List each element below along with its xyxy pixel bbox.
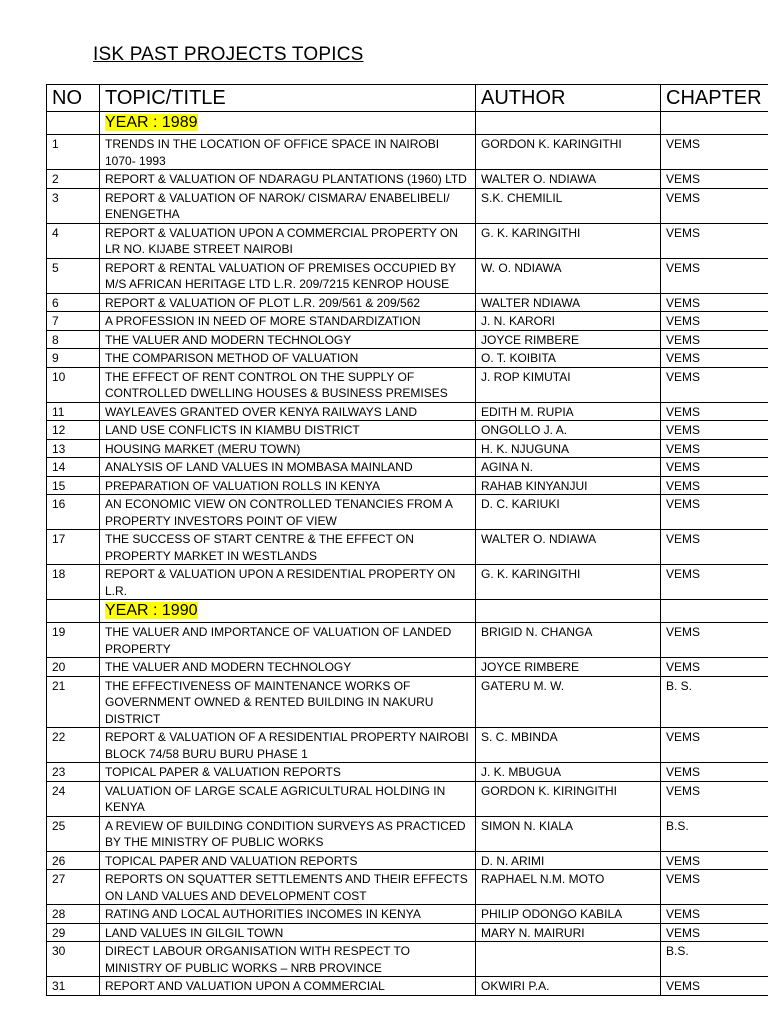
- year-label: YEAR : 1990: [105, 602, 198, 619]
- cell-author: SIMON N. KIALA: [476, 816, 661, 851]
- cell-author: [476, 942, 661, 977]
- cell-chapter: VEMS: [661, 565, 768, 600]
- cell-chapter: B.S.: [661, 942, 768, 977]
- cell-topic: HOUSING MARKET (MERU TOWN): [100, 439, 476, 458]
- cell-author: ONGOLLO J. A.: [476, 421, 661, 440]
- table-row: [47, 367, 768, 402]
- cell-no: 21: [47, 676, 100, 728]
- header-author: AUTHOR: [476, 85, 661, 112]
- cell-author: AGINA N.: [476, 458, 661, 477]
- table-row: [47, 402, 768, 421]
- cell-author: J. K. MBUGUA: [476, 763, 661, 782]
- cell-author: GORDON K. KARINGITHI: [476, 135, 661, 170]
- cell-topic: REPORT & VALUATION UPON A COMMERCIAL PROPERTY ON LR NO. KIJABE STREET NAIROBI: [100, 223, 476, 258]
- cell-no: 6: [47, 293, 100, 312]
- table-row: [47, 977, 768, 996]
- cell-chapter: VEMS: [661, 623, 768, 658]
- cell-chapter: B.S.: [661, 816, 768, 851]
- cell-topic: TRENDS IN THE LOCATION OF OFFICE SPACE IN NAIROBI 1070- 1993: [100, 135, 476, 170]
- cell-no: 10: [47, 367, 100, 402]
- cell-chapter: VEMS: [661, 293, 768, 312]
- table-row: [47, 421, 768, 440]
- cell-topic: REPORT & VALUATION OF A RESIDENTIAL PROPERTY NAIROBI BLOCK 74/58 BURU BURU PHASE 1: [100, 728, 476, 763]
- cell-topic: REPORT & VALUATION OF NDARAGU PLANTATIONS (1960) LTD: [100, 170, 476, 189]
- cell-chapter: VEMS: [661, 421, 768, 440]
- table-row: [47, 258, 768, 293]
- cell-chapter: VEMS: [661, 728, 768, 763]
- cell-no: 14: [47, 458, 100, 477]
- cell-author: O. T. KOIBITA: [476, 349, 661, 368]
- cell-no: 30: [47, 942, 100, 977]
- table-row: [47, 135, 768, 170]
- cell-no: 26: [47, 851, 100, 870]
- cell-author: G. K. KARINGITHI: [476, 223, 661, 258]
- cell-author: JOYCE RIMBERE: [476, 330, 661, 349]
- cell-topic: REPORT & VALUATION OF NAROK/ CISMARA/ ENABELIBELI/ ENENGETHA: [100, 188, 476, 223]
- cell-author: RAPHAEL N.M. MOTO: [476, 870, 661, 905]
- table-row: [47, 923, 768, 942]
- cell-chapter: VEMS: [661, 330, 768, 349]
- table-row: [47, 458, 768, 477]
- cell-chapter: VEMS: [661, 851, 768, 870]
- cell-topic: WAYLEAVES GRANTED OVER KENYA RAILWAYS LAND: [100, 402, 476, 421]
- year-cell: [100, 112, 476, 135]
- cell-chapter: VEMS: [661, 188, 768, 223]
- cell-topic: THE COMPARISON METHOD OF VALUATION: [100, 349, 476, 368]
- cell-author: EDITH M. RUPIA: [476, 402, 661, 421]
- cell-topic: REPORT & RENTAL VALUATION OF PREMISES OCCUPIED BY M/S AFRICAN HERITAGE LTD L.R. 209/7215 KENROP HOUSE: [100, 258, 476, 293]
- cell-chapter: VEMS: [661, 349, 768, 368]
- cell-author: S. C. MBINDA: [476, 728, 661, 763]
- cell-no: 17: [47, 530, 100, 565]
- year-cell: [100, 600, 476, 623]
- cell-no: 7: [47, 312, 100, 331]
- cell-chapter: VEMS: [661, 458, 768, 477]
- cell-no: 18: [47, 565, 100, 600]
- cell-author: BRIGID N. CHANGA: [476, 623, 661, 658]
- cell-topic: THE EFFECTIVENESS OF MAINTENANCE WORKS OF GOVERNMENT OWNED & RENTED BUILDING IN NAKURU DISTRICT: [100, 676, 476, 728]
- table-row: [47, 530, 768, 565]
- cell-topic: REPORT AND VALUATION UPON A COMMERCIAL: [100, 977, 476, 996]
- cell-no: 16: [47, 495, 100, 530]
- table-row: [47, 851, 768, 870]
- cell-topic: A PROFESSION IN NEED OF MORE STANDARDIZATION: [100, 312, 476, 331]
- cell-no: 23: [47, 763, 100, 782]
- cell-topic: THE VALUER AND MODERN TECHNOLOGY: [100, 330, 476, 349]
- cell-topic: A REVIEW OF BUILDING CONDITION SURVEYS AS PRACTICED BY THE MINISTRY OF PUBLIC WORKS: [100, 816, 476, 851]
- table-row: [47, 658, 768, 677]
- cell-chapter: VEMS: [661, 402, 768, 421]
- table-row: [47, 349, 768, 368]
- cell-no: 24: [47, 781, 100, 816]
- table-row: [47, 188, 768, 223]
- cell-author: J. N. KARORI: [476, 312, 661, 331]
- year-no-cell: [47, 112, 100, 135]
- cell-topic: VALUATION OF LARGE SCALE AGRICULTURAL HOLDING IN KENYA: [100, 781, 476, 816]
- cell-no: 19: [47, 623, 100, 658]
- cell-no: 2: [47, 170, 100, 189]
- table-row: [47, 676, 768, 728]
- cell-topic: THE EFFECT OF RENT CONTROL ON THE SUPPLY OF CONTROLLED DWELLING HOUSES & BUSINESS PREMISES: [100, 367, 476, 402]
- cell-topic: PREPARATION OF VALUATION ROLLS IN KENYA: [100, 476, 476, 495]
- cell-topic: REPORT & VALUATION UPON A RESIDENTIAL PROPERTY ON L.R.: [100, 565, 476, 600]
- cell-topic: RATING AND LOCAL AUTHORITIES INCOMES IN KENYA: [100, 905, 476, 924]
- cell-author: MARY N. MAIRURI: [476, 923, 661, 942]
- cell-no: 22: [47, 728, 100, 763]
- cell-author: D. N. ARIMI: [476, 851, 661, 870]
- table-row: [47, 476, 768, 495]
- year-chapter-cell: [661, 112, 768, 135]
- cell-chapter: VEMS: [661, 258, 768, 293]
- cell-no: 25: [47, 816, 100, 851]
- cell-no: 27: [47, 870, 100, 905]
- table-row: [47, 905, 768, 924]
- cell-chapter: VEMS: [661, 530, 768, 565]
- cell-topic: DIRECT LABOUR ORGANISATION WITH RESPECT TO MINISTRY OF PUBLIC WORKS – NRB PROVINCE: [100, 942, 476, 977]
- cell-author: WALTER O. NDIAWA: [476, 530, 661, 565]
- year-author-cell: [476, 600, 661, 623]
- table-row: [47, 728, 768, 763]
- cell-no: 9: [47, 349, 100, 368]
- year-chapter-cell: [661, 600, 768, 623]
- cell-topic: TOPICAL PAPER AND VALUATION REPORTS: [100, 851, 476, 870]
- table-row: [47, 330, 768, 349]
- cell-topic: THE VALUER AND IMPORTANCE OF VALUATION OF LANDED PROPERTY: [100, 623, 476, 658]
- header-topic: TOPIC/TITLE: [100, 85, 476, 112]
- table-row: [47, 312, 768, 331]
- header-row: [47, 85, 768, 112]
- cell-chapter: VEMS: [661, 495, 768, 530]
- cell-chapter: VEMS: [661, 367, 768, 402]
- cell-topic: TOPICAL PAPER & VALUATION REPORTS: [100, 763, 476, 782]
- cell-no: 28: [47, 905, 100, 924]
- table-row: [47, 495, 768, 530]
- cell-chapter: B. S.: [661, 676, 768, 728]
- cell-no: 1: [47, 135, 100, 170]
- cell-author: J. ROP KIMUTAI: [476, 367, 661, 402]
- cell-no: 29: [47, 923, 100, 942]
- cell-author: W. O. NDIAWA: [476, 258, 661, 293]
- year-label: YEAR : 1989: [105, 114, 198, 131]
- table-row: [47, 763, 768, 782]
- cell-topic: LAND USE CONFLICTS IN KIAMBU DISTRICT: [100, 421, 476, 440]
- cell-chapter: VEMS: [661, 763, 768, 782]
- cell-author: H. K. NJUGUNA: [476, 439, 661, 458]
- table-row: [47, 565, 768, 600]
- cell-chapter: VEMS: [661, 170, 768, 189]
- cell-no: 8: [47, 330, 100, 349]
- cell-chapter: VEMS: [661, 781, 768, 816]
- cell-chapter: VEMS: [661, 658, 768, 677]
- cell-author: D. C. KARIUKI: [476, 495, 661, 530]
- cell-topic: THE SUCCESS OF START CENTRE & THE EFFECT ON PROPERTY MARKET IN WESTLANDS: [100, 530, 476, 565]
- cell-chapter: VEMS: [661, 476, 768, 495]
- cell-topic: ANALYSIS OF LAND VALUES IN MOMBASA MAINLAND: [100, 458, 476, 477]
- year-no-cell: [47, 600, 100, 623]
- year-row: [47, 600, 768, 623]
- cell-no: 31: [47, 977, 100, 996]
- cell-no: 12: [47, 421, 100, 440]
- cell-topic: THE VALUER AND MODERN TECHNOLOGY: [100, 658, 476, 677]
- cell-topic: LAND VALUES IN GILGIL TOWN: [100, 923, 476, 942]
- cell-chapter: VEMS: [661, 312, 768, 331]
- page-title: ISK PAST PROJECTS TOPICS: [93, 44, 364, 65]
- cell-topic: REPORT & VALUATION OF PLOT L.R. 209/561 & 209/562: [100, 293, 476, 312]
- cell-topic: AN ECONOMIC VIEW ON CONTROLLED TENANCIES FROM A PROPERTY INVESTORS POINT OF VIEW: [100, 495, 476, 530]
- cell-chapter: VEMS: [661, 870, 768, 905]
- table-row: [47, 223, 768, 258]
- header-no: NO: [47, 85, 100, 112]
- table-row: [47, 170, 768, 189]
- cell-no: 15: [47, 476, 100, 495]
- projects-table: [46, 84, 768, 996]
- table-row: [47, 623, 768, 658]
- table-row: [47, 870, 768, 905]
- table-body: [47, 112, 768, 996]
- cell-author: RAHAB KINYANJUI: [476, 476, 661, 495]
- header-chapter: CHAPTER: [661, 85, 768, 112]
- cell-author: PHILIP ODONGO KABILA: [476, 905, 661, 924]
- table-row: [47, 439, 768, 458]
- year-row: [47, 112, 768, 135]
- cell-no: 5: [47, 258, 100, 293]
- cell-no: 13: [47, 439, 100, 458]
- cell-author: WALTER O. NDIAWA: [476, 170, 661, 189]
- table-row: [47, 816, 768, 851]
- cell-no: 3: [47, 188, 100, 223]
- cell-author: WALTER NDIAWA: [476, 293, 661, 312]
- cell-chapter: VEMS: [661, 135, 768, 170]
- table-row: [47, 781, 768, 816]
- cell-no: 11: [47, 402, 100, 421]
- cell-chapter: VEMS: [661, 439, 768, 458]
- table-row: [47, 942, 768, 977]
- cell-author: GORDON K. KIRINGITHI: [476, 781, 661, 816]
- cell-author: OKWIRI P.A.: [476, 977, 661, 996]
- cell-author: JOYCE RIMBERE: [476, 658, 661, 677]
- cell-no: 20: [47, 658, 100, 677]
- cell-chapter: VEMS: [661, 923, 768, 942]
- cell-no: 4: [47, 223, 100, 258]
- table-row: [47, 293, 768, 312]
- cell-author: GATERU M. W.: [476, 676, 661, 728]
- cell-author: S.K. CHEMILIL: [476, 188, 661, 223]
- cell-author: G. K. KARINGITHI: [476, 565, 661, 600]
- cell-chapter: VEMS: [661, 905, 768, 924]
- cell-chapter: VEMS: [661, 977, 768, 996]
- cell-topic: REPORTS ON SQUATTER SETTLEMENTS AND THEIR EFFECTS ON LAND VALUES AND DEVELOPMENT COST: [100, 870, 476, 905]
- cell-chapter: VEMS: [661, 223, 768, 258]
- year-author-cell: [476, 112, 661, 135]
